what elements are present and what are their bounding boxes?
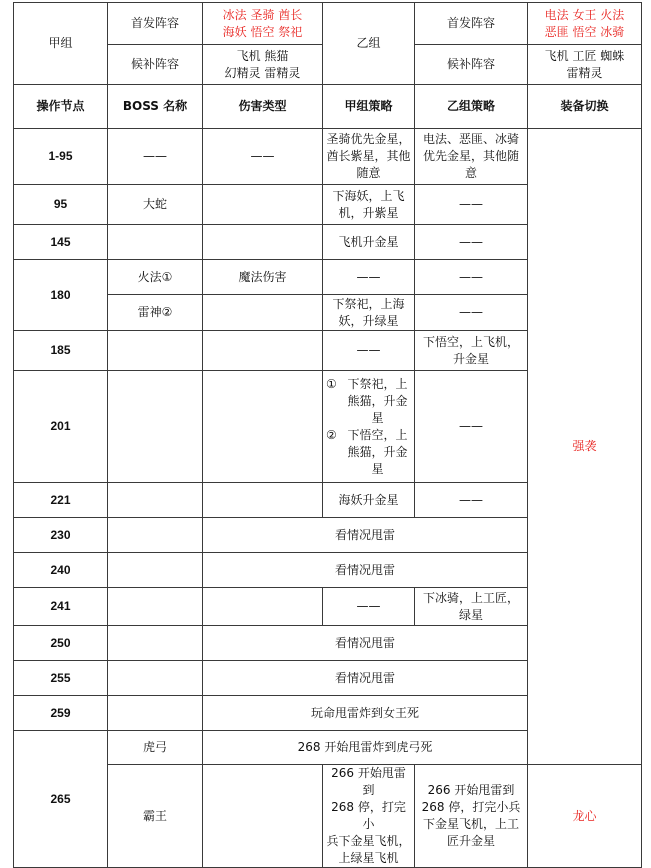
strategy-option	[326, 427, 411, 478]
b-strategy-cell	[415, 765, 528, 868]
node-cell: 265	[14, 731, 108, 868]
strategy-option	[326, 376, 411, 427]
option-line: 星	[371, 410, 384, 425]
b-strategy-line: 优先金星，其他随	[422, 149, 519, 163]
boss-cell	[108, 371, 203, 483]
option-text	[344, 376, 411, 427]
boss-cell	[108, 661, 203, 696]
b-strategy-line: 匠升金星	[446, 834, 495, 848]
node-cell: 230	[14, 518, 108, 553]
combined-strategy-cell: 看情况甩雷	[203, 518, 528, 553]
node-cell: 255	[14, 661, 108, 696]
node-cell: 259	[14, 696, 108, 731]
node-cell: 145	[14, 225, 108, 260]
b-strategy-cell: ——	[415, 185, 528, 225]
boss-cell: 大蛇	[108, 185, 203, 225]
b-starting-lineup	[528, 3, 642, 45]
a-strategy-cell	[323, 371, 415, 483]
b-strategy-line: 266 开始甩雷到	[427, 783, 515, 797]
node-cell: 180	[14, 260, 108, 331]
equip-strong-cell: 强袭	[528, 129, 642, 765]
a-strategy-cell: 飞机升金星	[323, 225, 415, 260]
a-reserve-label: 候补阵容	[108, 45, 203, 85]
boss-cell	[108, 331, 203, 371]
group-a-label: 甲组	[14, 3, 108, 85]
a-reserve-line-2: 幻精灵 雷精灵	[224, 65, 301, 80]
a-strategy-line: 妖，升绿星	[338, 313, 399, 328]
b-strategy-line: 升金星	[452, 351, 489, 366]
node-cell: 240	[14, 553, 108, 588]
b-strategy-cell	[415, 129, 528, 185]
b-reserve-line-1: 飞机 工匠 蜘蛛	[544, 48, 625, 63]
a-strategy-line: 下海妖，上飞	[332, 188, 405, 203]
damage-cell	[203, 588, 323, 626]
b-strategy-cell: ——	[415, 260, 528, 295]
b-strategy-cell: ——	[415, 295, 528, 331]
b-strategy-cell: ——	[415, 225, 528, 260]
boss-cell	[108, 553, 203, 588]
a-starting-lineup	[203, 3, 323, 45]
a-strategy-cell	[323, 295, 415, 331]
b-strategy-line: 绿星	[458, 607, 483, 622]
a-strategy-line: 266 开始甩雷到	[331, 766, 406, 797]
option-number: ①	[326, 376, 337, 391]
a-strategy-line: 下祭祀，上海	[332, 296, 405, 311]
damage-cell	[203, 225, 323, 260]
node-cell: 201	[14, 371, 108, 483]
combined-strategy-cell: 看情况甩雷	[203, 553, 528, 588]
a-strategy-line: 上绿星飞机	[338, 851, 399, 865]
boss-cell	[108, 483, 203, 518]
option-text	[344, 427, 411, 478]
combined-strategy-cell: 玩命甩雷炸到女王死	[203, 696, 528, 731]
equip-dragon-cell: 龙心	[528, 765, 642, 868]
node-cell: 241	[14, 588, 108, 626]
option-line: 熊猫，升金	[347, 444, 408, 459]
col-header-damage: 伤害类型	[203, 85, 323, 129]
b-strategy-line: 意	[464, 166, 477, 180]
option-number: ②	[326, 427, 337, 442]
option-line: 熊猫，升金	[347, 393, 408, 408]
a-starting-line-2: 海妖 悟空 祭祀	[222, 24, 303, 39]
b-strategy-cell	[415, 588, 528, 626]
table-row	[14, 129, 642, 185]
a-strategy-cell: ——	[323, 588, 415, 626]
damage-cell	[203, 371, 323, 483]
node-cell: 250	[14, 626, 108, 661]
option-line: 下悟空，上	[347, 427, 408, 442]
combined-strategy-cell: 看情况甩雷	[203, 626, 528, 661]
a-strategy-line: 兵下金星飞机，	[326, 834, 411, 848]
b-strategy-line: 268 停，打完小兵	[421, 800, 521, 814]
b-reserve-lineup	[528, 45, 642, 85]
b-starting-line-1: 电法 女王 火法	[544, 7, 625, 22]
table-row	[14, 765, 642, 868]
node-cell: 185	[14, 331, 108, 371]
boss-cell	[108, 225, 203, 260]
a-strategy-cell	[323, 185, 415, 225]
a-strategy-cell: ——	[323, 331, 415, 371]
boss-cell	[108, 696, 203, 731]
a-strategy-line: 酋长紫星，其他	[326, 149, 411, 163]
a-strategy-line: 机，升紫星	[338, 205, 399, 220]
a-strategy-cell: 海妖升金星	[323, 483, 415, 518]
a-strategy-cell: ——	[323, 260, 415, 295]
b-strategy-line: 下金星飞机，上工	[422, 817, 519, 831]
node-cell: 221	[14, 483, 108, 518]
col-header-boss: BOSS 名称	[108, 85, 203, 129]
b-starting-label: 首发阵容	[415, 3, 528, 45]
b-reserve-label: 候补阵容	[415, 45, 528, 85]
option-line: 下祭祀，上	[347, 376, 408, 391]
damage-cell	[203, 295, 323, 331]
damage-cell: ——	[203, 129, 323, 185]
col-header-b-strategy: 乙组策略	[415, 85, 528, 129]
boss-cell: 雷神②	[108, 295, 203, 331]
boss-cell: 虎弓	[108, 731, 203, 765]
node-cell: 1-95	[14, 129, 108, 185]
boss-cell	[108, 518, 203, 553]
boss-cell	[108, 588, 203, 626]
col-header-node: 操作节点	[14, 85, 108, 129]
a-strategy-line: 圣骑优先金星，	[326, 132, 411, 146]
damage-cell: 魔法伤害	[203, 260, 323, 295]
combined-strategy-cell: 268 开始甩雷炸到虎弓死	[203, 731, 528, 765]
option-line: 星	[371, 461, 384, 476]
b-strategy-cell: ——	[415, 483, 528, 518]
a-starting-label: 首发阵容	[108, 3, 203, 45]
col-header-a-strategy: 甲组策略	[323, 85, 415, 129]
a-starting-line-1: 冰法 圣骑 酋长	[222, 7, 303, 22]
b-reserve-line-2: 雷精灵	[566, 65, 603, 80]
b-strategy-line: 下冰骑，上工匠，	[422, 590, 519, 605]
a-strategy-line: 随意	[356, 166, 381, 180]
group-b-label: 乙组	[323, 3, 415, 85]
a-strategy-cell	[323, 765, 415, 868]
a-reserve-line-1: 飞机 熊猫	[236, 48, 289, 63]
combined-strategy-cell: 看情况甩雷	[203, 661, 528, 696]
boss-cell: 霸王	[108, 765, 203, 868]
b-strategy-cell: ——	[415, 371, 528, 483]
damage-cell	[203, 483, 323, 518]
b-starting-line-2: 恶匪 悟空 冰骑	[544, 24, 625, 39]
b-strategy-line: 电法、恶匪、冰骑	[422, 132, 519, 146]
a-strategy-cell	[323, 129, 415, 185]
damage-cell	[203, 765, 323, 868]
boss-cell: 火法①	[108, 260, 203, 295]
node-cell: 95	[14, 185, 108, 225]
damage-cell	[203, 331, 323, 371]
boss-cell	[108, 626, 203, 661]
boss-cell: ——	[108, 129, 203, 185]
b-strategy-line: 下悟空，上飞机，	[422, 334, 519, 349]
a-strategy-line: 268 停，打完小	[331, 800, 406, 831]
col-header-equip: 装备切换	[528, 85, 642, 129]
strategy-table	[13, 2, 642, 868]
damage-cell	[203, 185, 323, 225]
a-reserve-lineup	[203, 45, 323, 85]
b-strategy-cell	[415, 331, 528, 371]
